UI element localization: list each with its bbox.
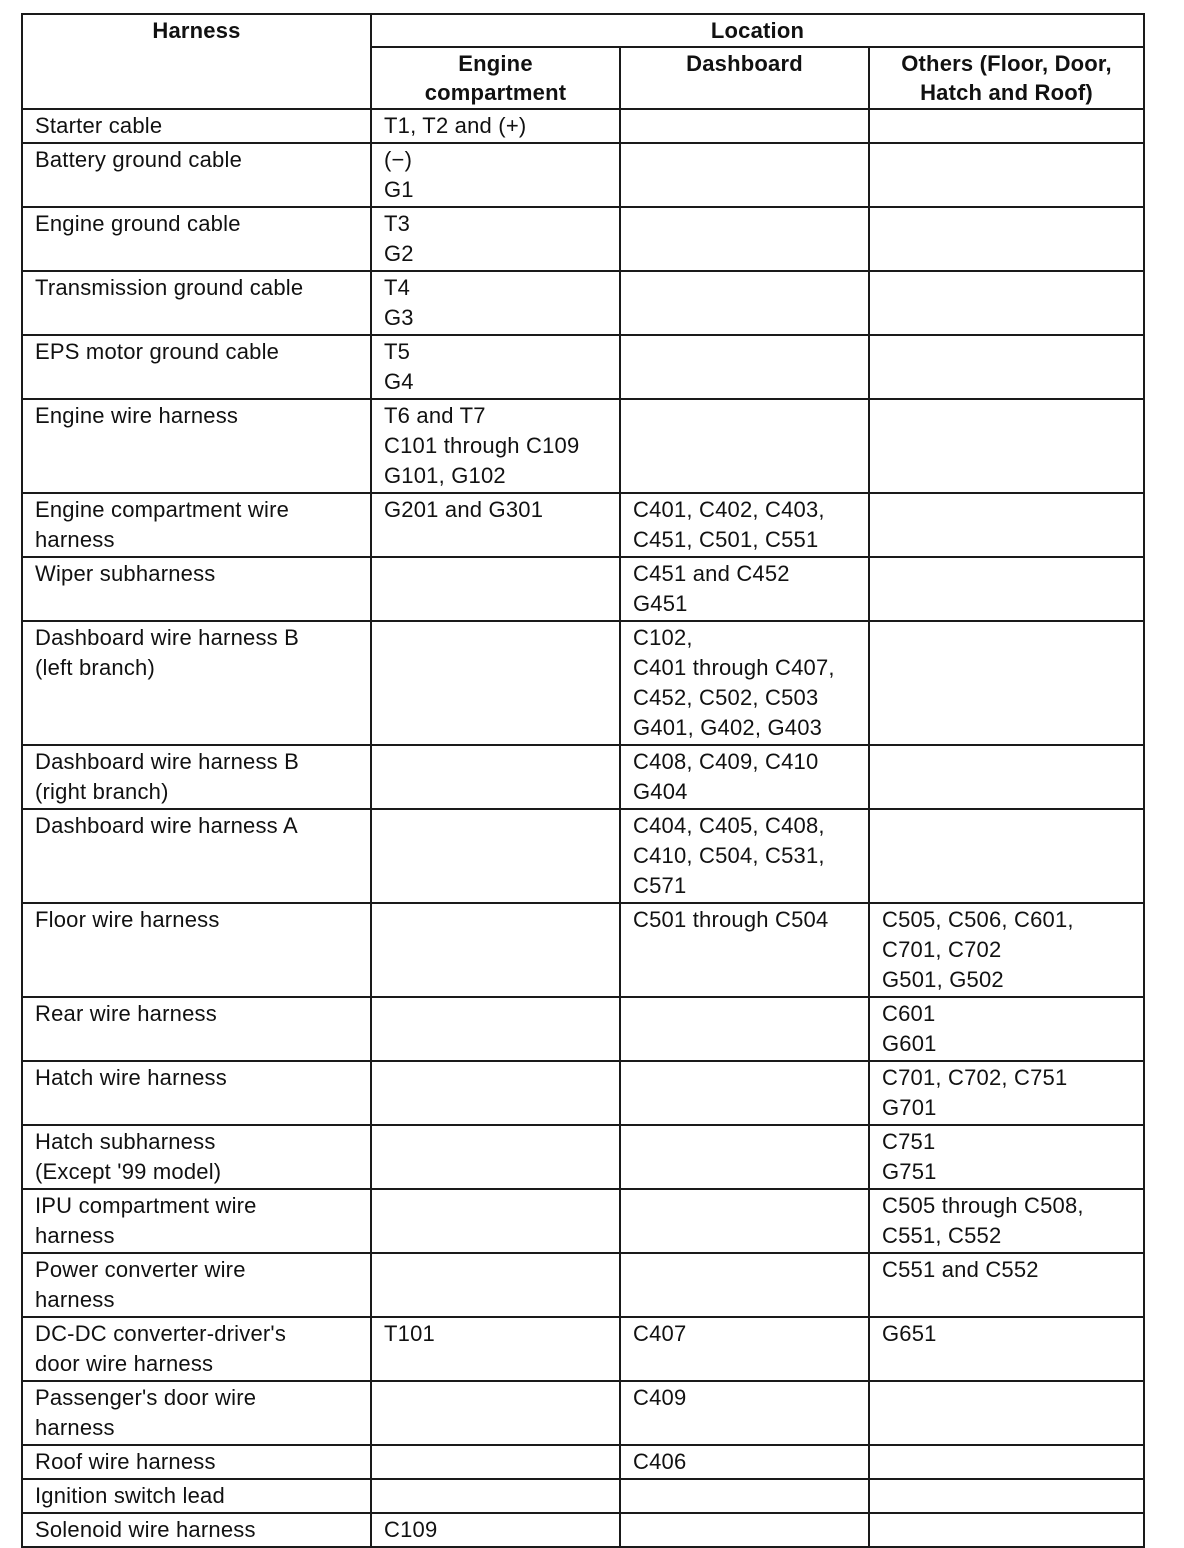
others-cell	[869, 745, 1144, 809]
dashboard-cell	[620, 271, 869, 335]
harness-cell: Floor wire harness	[22, 903, 371, 997]
engine-cell: T3 G2	[371, 207, 620, 271]
harness-cell: Engine ground cable	[22, 207, 371, 271]
harness-cell: Roof wire harness	[22, 1445, 371, 1479]
header-engine-compartment: Engine compartment	[371, 47, 620, 109]
others-cell	[869, 809, 1144, 903]
dashboard-cell	[620, 109, 869, 143]
table-row	[22, 207, 1144, 271]
harness-cell: Engine compartment wire harness	[22, 493, 371, 557]
table-row	[22, 621, 1144, 745]
table-row	[22, 745, 1144, 809]
dashboard-cell: C404, C405, C408, C410, C504, C531, C571	[620, 809, 869, 903]
others-cell: C505 through C508, C551, C552	[869, 1189, 1144, 1253]
engine-cell	[371, 997, 620, 1061]
engine-cell: T1, T2 and (+)	[371, 109, 620, 143]
others-cell	[869, 1445, 1144, 1479]
harness-cell: Passenger's door wire harness	[22, 1381, 371, 1445]
harness-cell: Dashboard wire harness A	[22, 809, 371, 903]
dashboard-cell: C451 and C452 G451	[620, 557, 869, 621]
dashboard-cell: C408, C409, C410 G404	[620, 745, 869, 809]
others-cell	[869, 1513, 1144, 1547]
header-others: Others (Floor, Door, Hatch and Roof)	[869, 47, 1144, 109]
engine-cell	[371, 1189, 620, 1253]
table-row	[22, 1317, 1144, 1381]
harness-cell: Hatch subharness (Except '99 model)	[22, 1125, 371, 1189]
table-row	[22, 997, 1144, 1061]
others-cell	[869, 557, 1144, 621]
others-cell: C751 G751	[869, 1125, 1144, 1189]
table-row	[22, 1061, 1144, 1125]
dashboard-cell	[620, 1513, 869, 1547]
engine-cell	[371, 1445, 620, 1479]
engine-cell: T101	[371, 1317, 620, 1381]
harness-cell: Ignition switch lead	[22, 1479, 371, 1513]
dashboard-cell	[620, 1125, 869, 1189]
dashboard-cell	[620, 207, 869, 271]
dashboard-cell: C102, C401 through C407, C452, C502, C503 G401, G402, G403	[620, 621, 869, 745]
table-row	[22, 1253, 1144, 1317]
table-row	[22, 1189, 1144, 1253]
table-row	[22, 335, 1144, 399]
engine-cell: T4 G3	[371, 271, 620, 335]
harness-cell: Wiper subharness	[22, 557, 371, 621]
engine-cell	[371, 1125, 620, 1189]
engine-cell: (−) G1	[371, 143, 620, 207]
engine-cell	[371, 745, 620, 809]
harness-location-table	[21, 13, 1145, 1548]
harness-cell: Solenoid wire harness	[22, 1513, 371, 1547]
table-row	[22, 143, 1144, 207]
table-row	[22, 1445, 1144, 1479]
table-row	[22, 1125, 1144, 1189]
engine-cell: C109	[371, 1513, 620, 1547]
harness-cell: DC-DC converter-driver's door wire harness	[22, 1317, 371, 1381]
harness-cell: Battery ground cable	[22, 143, 371, 207]
table-row	[22, 557, 1144, 621]
engine-cell	[371, 1479, 620, 1513]
engine-cell: G201 and G301	[371, 493, 620, 557]
others-cell	[869, 399, 1144, 493]
harness-cell: IPU compartment wire harness	[22, 1189, 371, 1253]
table-row	[22, 109, 1144, 143]
dashboard-cell	[620, 143, 869, 207]
table-row	[22, 903, 1144, 997]
engine-cell: T6 and T7 C101 through C109 G101, G102	[371, 399, 620, 493]
others-cell	[869, 1479, 1144, 1513]
header-harness: Harness	[22, 14, 371, 109]
others-cell	[869, 207, 1144, 271]
harness-cell: Dashboard wire harness B (left branch)	[22, 621, 371, 745]
others-cell	[869, 143, 1144, 207]
others-cell	[869, 1381, 1144, 1445]
others-cell	[869, 493, 1144, 557]
others-cell: G651	[869, 1317, 1144, 1381]
dashboard-cell: C501 through C504	[620, 903, 869, 997]
engine-cell	[371, 809, 620, 903]
table-row	[22, 493, 1144, 557]
others-cell	[869, 109, 1144, 143]
engine-cell	[371, 1061, 620, 1125]
others-cell: C601 G601	[869, 997, 1144, 1061]
header-dashboard: Dashboard	[620, 47, 869, 109]
harness-cell: Engine wire harness	[22, 399, 371, 493]
others-cell	[869, 621, 1144, 745]
harness-cell: Dashboard wire harness B (right branch)	[22, 745, 371, 809]
dashboard-cell	[620, 1253, 869, 1317]
engine-cell	[371, 557, 620, 621]
table-row	[22, 1513, 1144, 1547]
engine-cell	[371, 1381, 620, 1445]
engine-cell	[371, 903, 620, 997]
dashboard-cell	[620, 399, 869, 493]
dashboard-cell: C409	[620, 1381, 869, 1445]
table-row	[22, 1381, 1144, 1445]
others-cell	[869, 271, 1144, 335]
dashboard-cell	[620, 1061, 869, 1125]
header-location: Location	[371, 14, 1144, 47]
dashboard-cell	[620, 335, 869, 399]
engine-cell	[371, 621, 620, 745]
dashboard-cell	[620, 1479, 869, 1513]
engine-cell	[371, 1253, 620, 1317]
dashboard-cell	[620, 1189, 869, 1253]
dashboard-cell: C406	[620, 1445, 869, 1479]
harness-cell: Rear wire harness	[22, 997, 371, 1061]
engine-cell: T5 G4	[371, 335, 620, 399]
table-row	[22, 399, 1144, 493]
table-row	[22, 809, 1144, 903]
table-row	[22, 1479, 1144, 1513]
table-row	[22, 271, 1144, 335]
harness-cell: Hatch wire harness	[22, 1061, 371, 1125]
dashboard-cell	[620, 997, 869, 1061]
harness-cell: Transmission ground cable	[22, 271, 371, 335]
others-cell: C551 and C552	[869, 1253, 1144, 1317]
harness-cell: EPS motor ground cable	[22, 335, 371, 399]
dashboard-cell: C401, C402, C403, C451, C501, C551	[620, 493, 869, 557]
others-cell: C505, C506, C601, C701, C702 G501, G502	[869, 903, 1144, 997]
harness-cell: Power converter wire harness	[22, 1253, 371, 1317]
others-cell: C701, C702, C751 G701	[869, 1061, 1144, 1125]
others-cell	[869, 335, 1144, 399]
harness-cell: Starter cable	[22, 109, 371, 143]
dashboard-cell: C407	[620, 1317, 869, 1381]
